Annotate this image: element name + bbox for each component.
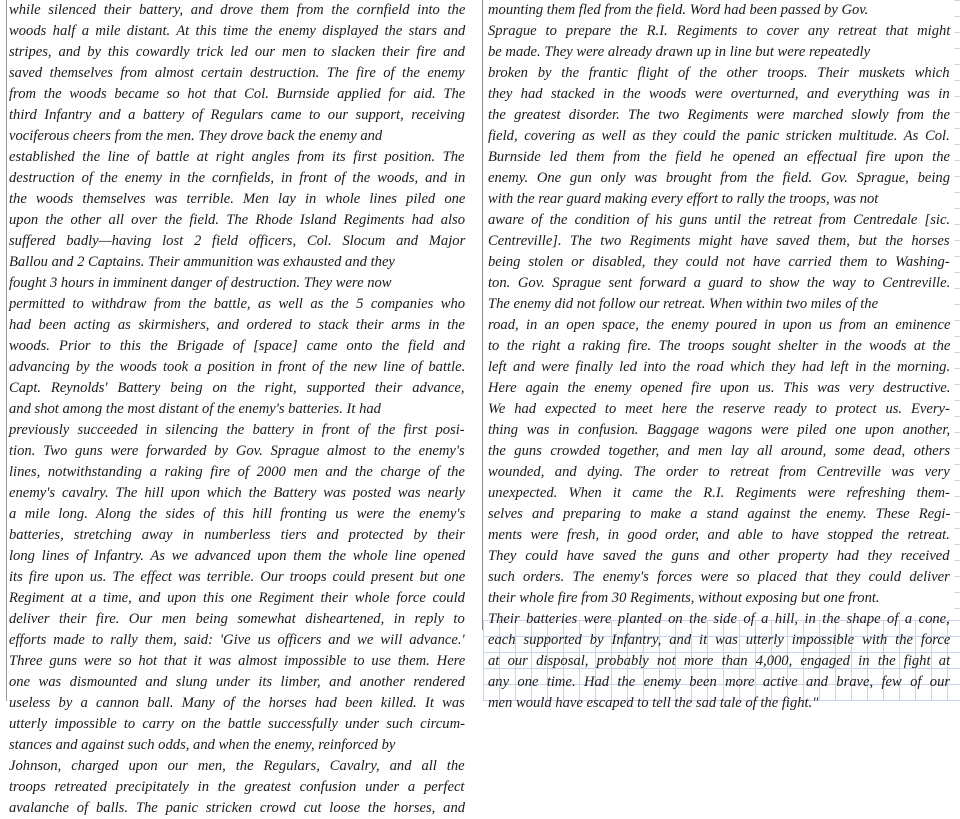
- text-line: destruction of the enemy in the cornfields, in front of the woods, and in: [9, 170, 466, 186]
- text-line: Capt. Reynolds' Battery being on the right, supported their advance,: [9, 380, 465, 396]
- text-line: woods. Prior to this the Brigade of [space] came onto the field and: [9, 338, 465, 354]
- text-line: vociferous cheers from the men. They drove back the enemy and: [9, 128, 383, 144]
- text-line: efforts made to rally them, said: 'Give us officers and we will advance.': [9, 632, 465, 648]
- text-line: the greatest disorder. The two Regiments were marched slowly from the: [488, 107, 951, 123]
- text-line: such orders. The enemy's forces were so placed that they could deliver: [488, 569, 950, 585]
- text-line: upon the other all over the field. The Rhode Island Regiments had also: [9, 212, 466, 228]
- text-line: Here again the enemy opened fire upon us. This was very destructive.: [488, 380, 951, 396]
- text-line: to the right a raking fire. The troops sought shelter in the woods at the: [488, 338, 951, 354]
- text-line: be made. They were already drawn up in line but were repeatedly: [488, 44, 871, 60]
- text-line: Sprague to prepare the R.I. Regiments to cover any retreat that might: [488, 23, 951, 39]
- text-line: at our disposal, probably not more than 4,000, engaged in the fight at: [488, 653, 951, 669]
- text-line: They could have saved the guns and other property had they received: [488, 548, 950, 564]
- text-line: We had expected to meet here the reserve ready to protect us. Every-: [488, 401, 950, 417]
- text-line: woods half a mile distant. At this time the enemy displayed the stars and: [9, 23, 466, 39]
- text-line: The enemy did not follow our retreat. When within two miles of the: [488, 296, 879, 312]
- text-line: avalanche of balls. The panic stricken crowd cut loose the horses, and: [9, 800, 466, 816]
- text-line: unexpected. When it came the R.I. Regiments were refreshing them-: [488, 485, 950, 501]
- text-line: wounded, and dying. The order to retreat from Centreville was very: [488, 464, 950, 480]
- graph-paper-edge: [954, 0, 960, 701]
- text-line: with the rear guard making every effort to rally the troops, was not: [488, 191, 879, 207]
- text-line: batteries, stretching away in numberless tiers and protected by their: [9, 527, 465, 543]
- text-line: utterly impossible to carry on the battle successfully under such circum-: [9, 716, 465, 732]
- text-line: Centreville]. The two Regiments might have saved them, but the horses: [488, 233, 950, 249]
- text-line: Johnson, charged upon our men, the Regulars, Cavalry, and all the: [9, 758, 465, 774]
- text-line: tion. Two guns were forwarded by Gov. Sprague almost to the enemy's: [9, 443, 465, 459]
- text-line: enemy's cavalry. The hill upon which the Battery was posted was nearly: [9, 485, 465, 501]
- text-line: men would have escaped to tell the sad tale of the fight.": [488, 695, 819, 711]
- text-line: useless by a cannon ball. Many of the horses had been killed. It was: [9, 695, 465, 711]
- text-line: any one time. Had the enemy been more active and brave, few of our: [488, 674, 951, 690]
- text-line: they had stacked in the woods were overturned, and everything was in: [488, 86, 950, 102]
- text-line: its fire upon us. The effect was terrible. Our troops could present but one: [9, 569, 466, 585]
- text-line: mounting them fled from the field. Word had been passed by Gov.: [488, 2, 869, 18]
- text-line: troops retreated precipitately in the greatest confusion under a perfect: [9, 779, 465, 795]
- text-line: being stolen or disabled, they could not have carried them to Washing-: [488, 254, 950, 270]
- text-line: third Infantry and a battery of Regulars came to our support, receiving: [9, 107, 465, 123]
- text-line: while silenced their battery, and drove them from the cornfield into the: [9, 2, 466, 18]
- text-line: Ballou and 2 Captains. Their ammunition was exhausted and they: [9, 254, 395, 270]
- text-line: fought 3 hours in imminent danger of destruction. They were now: [9, 275, 392, 291]
- text-line: their whole fire from 30 Regiments, without exposing but one front.: [488, 590, 880, 606]
- text-line: the guns crowded together, and men lay all around, some dead, others: [488, 443, 951, 459]
- text-line: Three guns were so hot that it was almost impossible to use them. Here: [9, 653, 466, 669]
- text-line: established the line of battle at right angles from its first position. The: [9, 149, 465, 165]
- text-line: previously succeeded in silencing the battery in front of the first posi-: [9, 422, 465, 438]
- text-line: deliver their fire. Our men being somewhat disheartened, in reply to: [9, 611, 465, 627]
- text-line: Their batteries were planted on the side of a hill, in the shape of a cone,: [488, 611, 950, 627]
- text-line: a mile long. Along the sides of this hill fronting us were the enemy's: [9, 506, 466, 522]
- text-line: Burnside led them from the field he opened an effectual fire upon the: [488, 149, 950, 165]
- text-line: stances and against such odds, and when the enemy, reinforced by: [9, 737, 396, 753]
- text-line: Regiment at a time, and upon this one Regiment their whole force could: [9, 590, 465, 606]
- text-line: thing was in confusion. Baggage wagons were piled one upon another,: [488, 422, 951, 438]
- text-line: advancing by the woods took a position in front of the new line of battle.: [9, 359, 466, 375]
- text-line: from the woods became so hot that Col. Burnside applied for aid. The: [9, 86, 466, 102]
- text-line: aware of the condition of his guns until the retreat from Centredale [sic.: [488, 212, 951, 228]
- text-line: lines, notwithstanding a raking fire of 2000 men and the charge of the: [9, 464, 465, 480]
- text-line: broken by the frantic flight of the other troops. Their muskets which: [488, 65, 950, 81]
- text-line: the woods themselves was terrible. Men lay in whole lines piled one: [9, 191, 466, 207]
- text-line: suffered badly—having lost 2 field officers, Col. Slocum and Major: [9, 233, 466, 249]
- text-line: selves and preparing to make a stand against the enemy. These Regi-: [488, 506, 951, 522]
- text-line: ton. Gov. Sprague sent forward a guard to show the way to Centreville.: [488, 275, 951, 291]
- text-line: ments were fresh, in good order, and able to have stopped the retreat.: [488, 527, 950, 543]
- text-line: road, in an open space, the enemy poured in upon us from an eminence: [488, 317, 951, 333]
- text-line: and shot among the most distant of the enemy's batteries. It had: [9, 401, 381, 417]
- right-text-column: [488, 0, 954, 711]
- text-line: stripes, and by this cowardly trick led our men to slacken their fire and: [9, 44, 465, 60]
- text-line: saved themselves from almost certain destruction. The fire of the enemy: [9, 65, 465, 81]
- text-line: left and were finally led into the road which they had left in the morning.: [488, 359, 951, 375]
- text-line: one was dismounted and slung under its limber, and another rendered: [9, 674, 465, 690]
- left-text-column: [6, 0, 469, 816]
- column-divider: [482, 0, 483, 630]
- text-line: long lines of Infantry. As we advanced upon them the whole line opened: [9, 548, 466, 564]
- text-line: had been acting as skirmishers, and ordered to stack their arms in the: [9, 317, 465, 333]
- text-line: enemy. One gun only was brought from the field. Gov. Sprague, being: [488, 170, 950, 186]
- text-line: each supported by Infantry, and it was utterly impossible with the force: [488, 632, 951, 648]
- text-line: field, covering as well as they could the panic stricken multitude. As Col.: [488, 128, 950, 144]
- text-line: permitted to withdraw from the battle, as well as the 5 companies who: [9, 296, 466, 312]
